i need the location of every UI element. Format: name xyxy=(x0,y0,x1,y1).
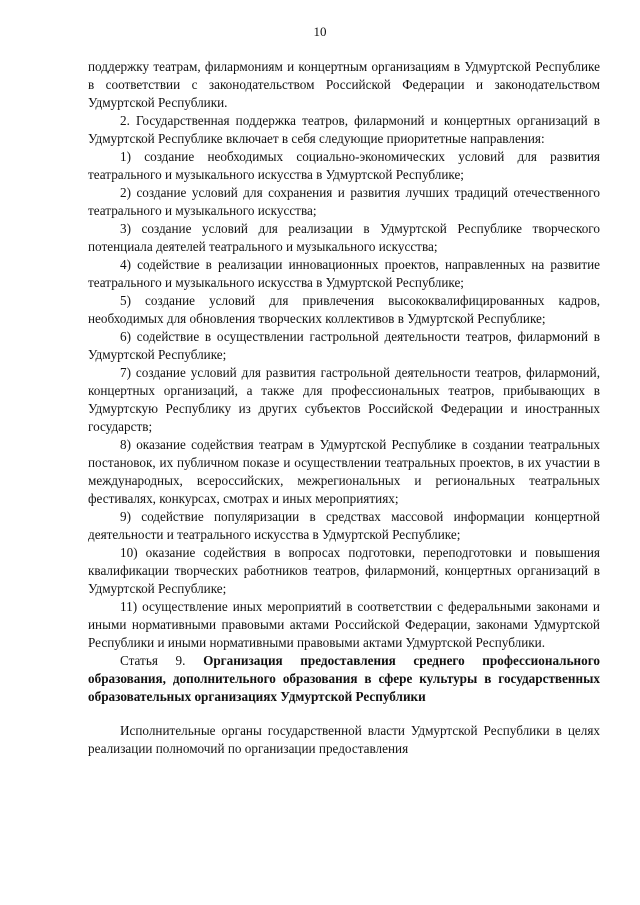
paragraph-continuation: поддержку театрам, филармониям и концертным организациям в Удмуртской Республике в соответствии с законодательством Российской Федерации и законодательством Удмуртской Республики. xyxy=(88,59,600,110)
list-item-10: 10) оказание содействия в вопросах подготовки, переподготовки и повышения квалификации творческих работников театров, филармоний, концертных организаций в Удмуртской Республике; xyxy=(88,545,600,596)
list-item-1: 1) создание необходимых социально-экономических условий для развития театрального и музыкального искусства в Удмуртской Республике; xyxy=(88,149,600,182)
paragraph-item-2: 2. Государственная поддержка театров, филармоний и концертных организаций в Удмуртской Республике включает в себя следующие приоритетные направления: xyxy=(88,113,600,146)
list-item-4: 4) содействие в реализации инновационных проектов, направленных на развитие театрального и музыкального искусства в Удмуртской Республике; xyxy=(88,257,600,290)
list-item-5: 5) создание условий для привлечения высококвалифицированных кадров, необходимых для обновления творческих коллективов в Удмуртской Республике; xyxy=(88,293,600,326)
list-item-8: 8) оказание содействия театрам в Удмуртской Республике в создании театральных постановок, их публичном показе и осуществлении театральных проектов, в их участии в международных, всероссийских, межрегиональных и региональных театральных фестивалях, конкурсах, смотрах и иных мероприятиях; xyxy=(88,437,600,506)
list-item-9: 9) содействие популяризации в средствах массовой информации концертной деятельности и театрального искусства в Удмуртской Республике; xyxy=(88,509,600,542)
list-item-6: 6) содействие в осуществлении гастрольной деятельности театров, филармоний в Удмуртской Республике; xyxy=(88,329,600,362)
document-body xyxy=(88,58,600,758)
article-title: Организация предоставления среднего профессионального образования, дополнительного образования в сфере культуры в государственных образовательных организациях Удмуртской Республики xyxy=(88,653,601,704)
article-number: Статья 9. xyxy=(120,653,186,668)
list-item-2: 2) создание условий для сохранения и развития лучших традиций отечественного театрального и музыкального искусства; xyxy=(88,185,600,218)
article-paragraph: Исполнительные органы государственной власти Удмуртской Республики в целях реализации полномочий по организации предоставления xyxy=(88,723,600,756)
article-heading xyxy=(88,652,600,706)
list-item-11: 11) осуществление иных мероприятий в соответствии с федеральными законами и иными нормативными правовыми актами Российской Федерации, законами Удмуртской Республики и иными нормативными правовыми актами Удмуртской Республики. xyxy=(88,599,600,650)
list-item-7: 7) создание условий для развития гастрольной деятельности театров, филармоний, концертных организаций, а также для профессиональных театров, прибывающих в Удмуртскую Республику из других субъектов Российской Федерации и иностранных государств; xyxy=(88,365,600,434)
page-number: 10 xyxy=(313,24,327,39)
list-item-3: 3) создание условий для реализации в Удмуртской Республике творческого потенциала деятелей театрального и музыкального искусства; xyxy=(88,221,600,254)
